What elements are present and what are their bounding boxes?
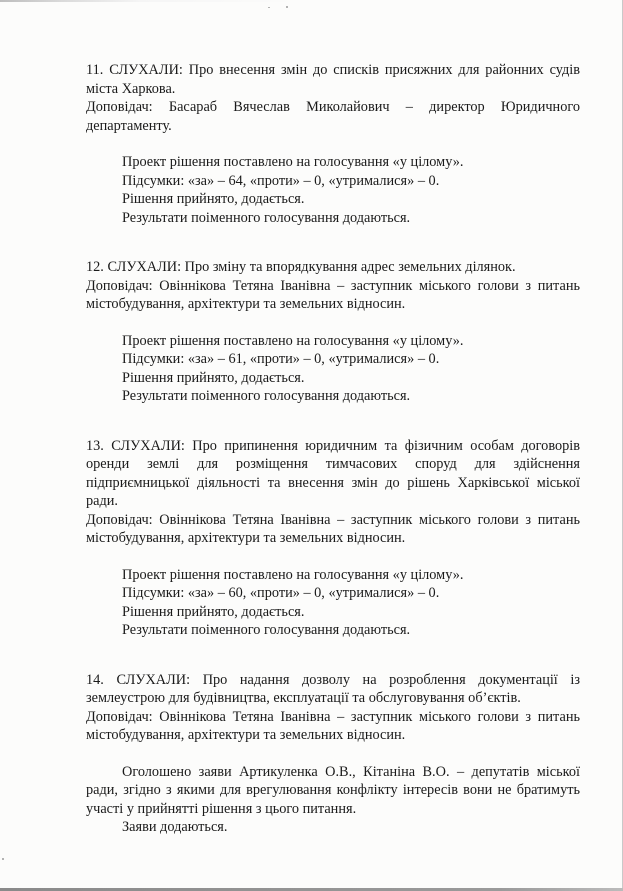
vote-result-block	[86, 332, 580, 406]
vote-decision: Рішення прийнято, додається.	[122, 191, 305, 207]
vote-result-block	[86, 153, 580, 227]
agenda-item-12	[86, 258, 580, 406]
item-heading: 12. СЛУХАЛИ: Про зміну та впорядкування адрес земельних ділянок.	[86, 259, 516, 275]
agenda-item-14	[86, 671, 580, 837]
item-heading: 13. СЛУХАЛИ: Про припинення юридичним та фізичним особам договорів оренди землі для розміщення тимчасових споруд для здійснення підприємницької діяльності та внесення змін до рішень Харківської міської ради.	[86, 437, 580, 509]
vote-proposal: Проект рішення поставлено на голосування «у цілому».	[122, 566, 464, 583]
vote-roll-call: Результати поіменного голосування додаються.	[122, 209, 411, 226]
vote-proposal: Проект рішення поставлено на голосування «у цілому».	[122, 154, 464, 170]
agenda-item-11	[86, 61, 580, 227]
scan-speck	[2, 858, 4, 860]
scan-speck	[286, 6, 288, 8]
vote-totals: Підсумки: «за» – 64, «проти» – 0, «утрималися» – 0.	[122, 172, 440, 189]
agenda-item-13	[86, 437, 580, 640]
scan-speck	[268, 7, 270, 8]
item-heading: 14. СЛУХАЛИ: Про надання дозволу на розроблення документації із землеустрою для будівництва, експлуатації та обслуговування об’єктів.	[86, 671, 580, 706]
item-heading: 11. СЛУХАЛИ: Про внесення змін до списків присяжних для районних судів міста Харкова.	[86, 62, 580, 97]
vote-decision: Рішення прийнято, додається.	[122, 369, 305, 386]
statements-attached: Заяви додаються.	[122, 819, 228, 835]
vote-result-block	[86, 566, 580, 640]
scan-artifact-top	[0, 0, 623, 2]
vote-roll-call: Результати поіменного голосування додаються.	[122, 388, 411, 404]
item-speaker: Доповідач: Басараб Вячеслав Миколайович – директор Юридичного департаменту.	[86, 99, 580, 134]
item-speaker: Доповідач: Овіннікова Тетяна Іванівна – заступник міського голови з питань містобудування, архітектури та земельних відносин.	[86, 708, 580, 743]
item-speaker: Доповідач: Овіннікова Тетяна Іванівна – заступник міського голови з питань містобудування, архітектури та земельних відносин.	[86, 511, 580, 546]
vote-roll-call: Результати поіменного голосування додаються.	[122, 622, 411, 638]
item-speaker: Доповідач: Овіннікова Тетяна Іванівна – заступник міського голови з питань містобудування, архітектури та земельних відносин.	[86, 277, 580, 312]
minutes-content	[86, 61, 580, 837]
conflict-of-interest-note: Оголошено заяви Артикуленка О.В., Кітаніна В.О. – депутатів міської ради, згідно з якими для врегулювання конфлікту інтересів вони не братимуть участі у прийнятті рішення з цього питання.	[86, 763, 580, 817]
vote-decision: Рішення прийнято, додається.	[122, 603, 305, 620]
vote-totals: Підсумки: «за» – 61, «проти» – 0, «утрималися» – 0.	[122, 351, 440, 367]
vote-proposal: Проект рішення поставлено на голосування «у цілому».	[122, 332, 464, 349]
vote-totals: Підсумки: «за» – 60, «проти» – 0, «утрималися» – 0.	[122, 585, 440, 601]
